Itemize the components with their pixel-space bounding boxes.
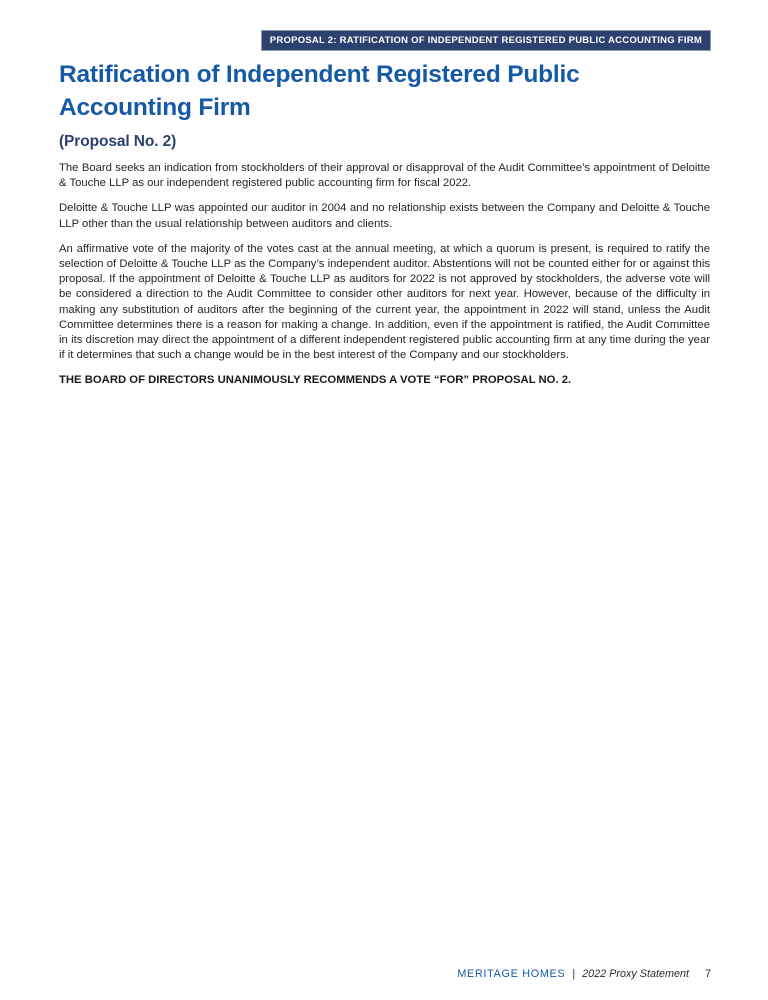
page-title-line2: Accounting Firm <box>59 94 251 121</box>
body-paragraph: An affirmative vote of the majority of the votes cast at the annual meeting, at which a quorum is present, is required to ratify the selection of Deloitte & Touche LLP as the Company’s independent auditor. Abstentions will not be counted either for or against this proposal. If the appointment of Deloitte & Touche LLP as auditors for 2022 is not approved by stockholders, the adverse vote will be considered a direction to the Audit Committee to consider other auditors for next year. However, because of the difficulty in making any substitution of auditors after the beginning of the current year, the appointment in 2022 will stand, unless the Audit Committee determines there is a reason for making a change. In addition, even if the appointment is ratified, the Audit Committee in its discretion may direct the appointment of a different independent registered public accounting firm at any time during the year if it determines that such a change would be in the best interest of the Company and our stockholders. <box>59 242 710 362</box>
proposal-number-subtitle: (Proposal No. 2) <box>59 133 177 150</box>
footer-document-title: 2022 Proxy Statement <box>582 968 689 980</box>
page-title-line1: Ratification of Independent Registered Public <box>59 61 580 88</box>
proposal-section-banner: PROPOSAL 2: RATIFICATION OF INDEPENDENT REGISTERED PUBLIC ACCOUNTING FIRM <box>261 30 711 51</box>
body-paragraph: The Board seeks an indication from stockholders of their approval or disapproval of the Audit Committee’s appointment of Deloitte & Touche LLP as our independent registered public accounting firm for fiscal 2022. <box>59 162 710 190</box>
footer-separator: | <box>572 968 576 980</box>
page-footer <box>457 968 711 980</box>
banner-row <box>0 30 768 51</box>
body-paragraph: Deloitte & Touche LLP was appointed our auditor in 2004 and no relationship exists between the Company and Deloitte & Touche LLP other than the usual relationship between auditors and clients. <box>59 202 710 230</box>
body-copy <box>59 161 710 363</box>
page-content <box>0 58 768 389</box>
board-recommendation-statement: THE BOARD OF DIRECTORS UNANIMOUSLY RECOMMENDS A VOTE “FOR” PROPOSAL NO. 2. <box>59 374 572 387</box>
footer-page-number: 7 <box>704 968 711 980</box>
page-title <box>59 58 710 124</box>
footer-brand-name: MERITAGE HOMES <box>457 968 566 980</box>
